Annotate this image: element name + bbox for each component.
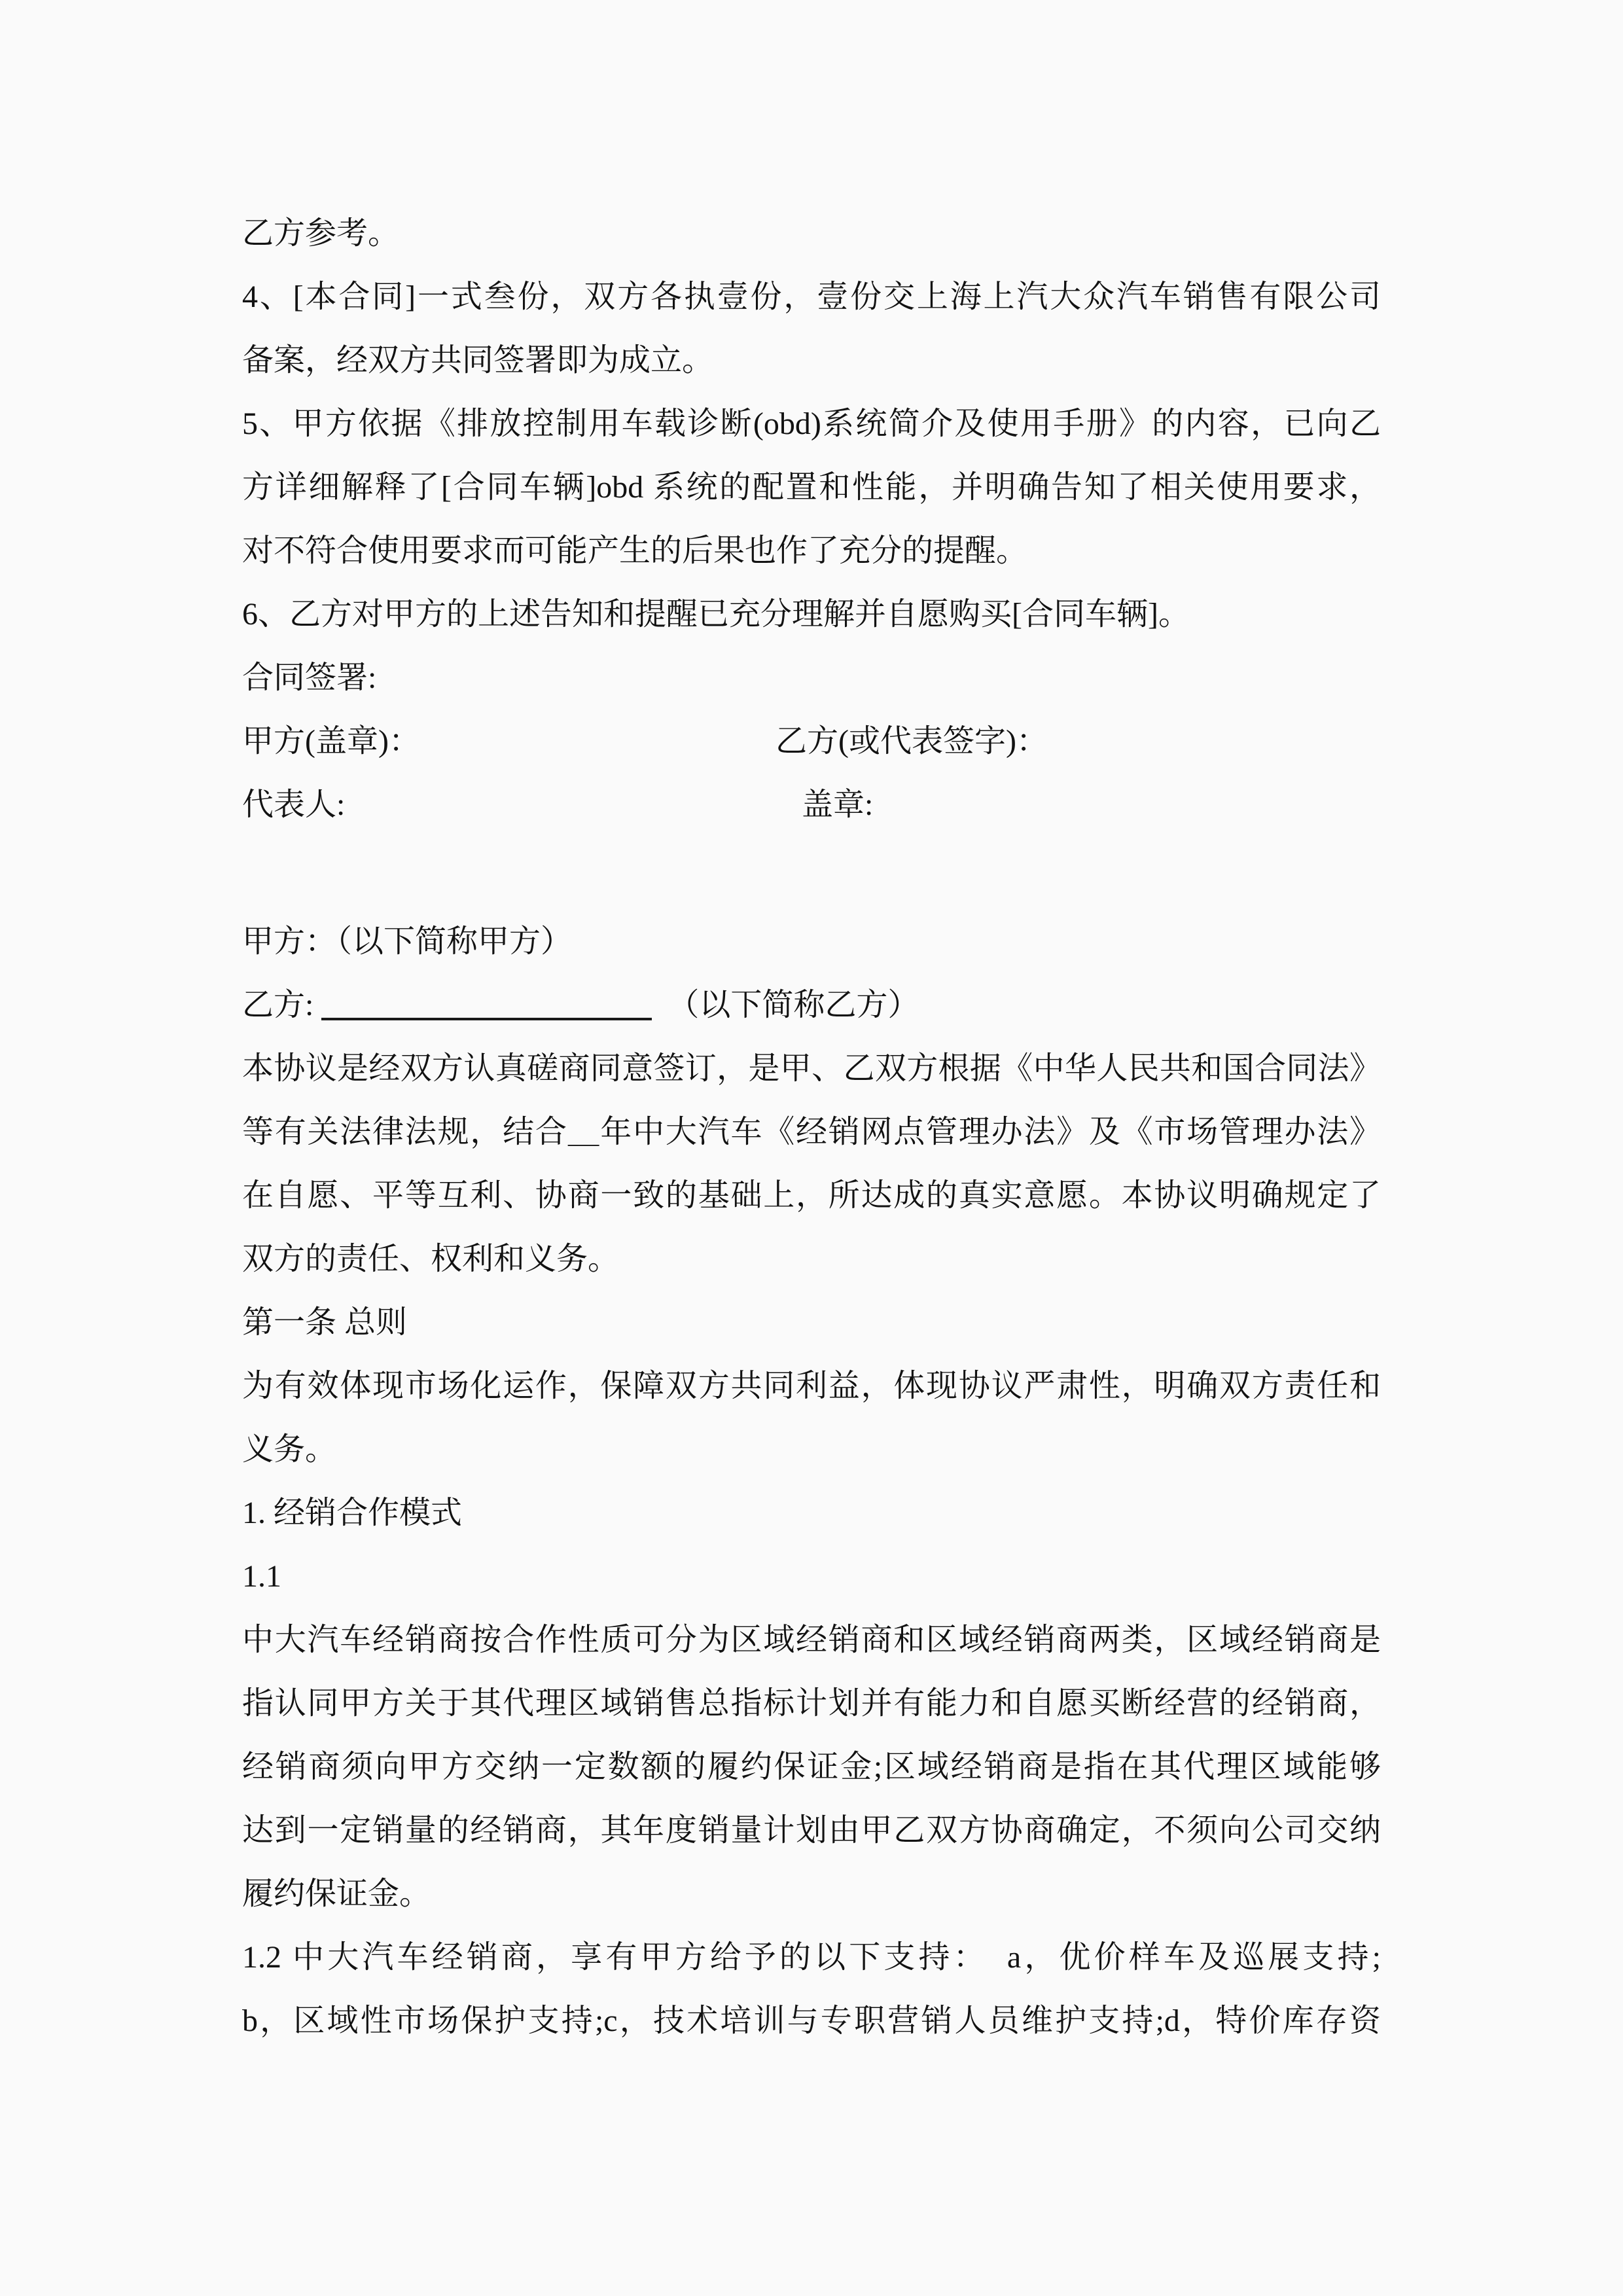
- fill-in-blank-line: [321, 1018, 652, 1020]
- text-line: 等有关法律法规，结合＿年中大汽车《经销网点管理办法》及《市场管理办法》: [242, 1115, 1381, 1149]
- text-line: 5、甲方依据《排放控制用车载诊断(obd)系统简介及使用手册》的内容，已向乙: [242, 406, 1381, 441]
- signature-label-right: 乙方(或代表签字)：: [776, 724, 1048, 759]
- text-line: 在自愿、平等互利、协商一致的基础上，所达成的真实意愿。本协议明确规定了: [242, 1178, 1381, 1213]
- text-line: 中大汽车经销商按合作性质可分为区域经销商和区域经销商两类，区域经销商是: [242, 1623, 1381, 1657]
- text-line: 1.2 中大汽车经销商，享有甲方给予的以下支持： a，优价样车及巡展支持;: [242, 1940, 1381, 1975]
- party-b-label: 乙方:: [242, 988, 314, 1022]
- signature-row: [242, 773, 1381, 836]
- text-line: 1.1: [242, 1559, 281, 1594]
- text-line: 义务。: [242, 1432, 337, 1467]
- text-line: 备案，经双方共同签署即为成立。: [242, 343, 714, 378]
- document-body: [242, 202, 1381, 2053]
- text-line: 4、[本合同]一式叁份，双方各执壹份，壹份交上海上汽大众汽车销售有限公司: [242, 279, 1381, 314]
- party-b-suffix: （以下简称乙方）: [668, 988, 919, 1022]
- text-line: 第一条 总则: [242, 1305, 408, 1340]
- text-line: 对不符合使用要求而可能产生的后果也作了充分的提醒。: [242, 533, 1028, 568]
- signature-row: [242, 709, 1381, 773]
- signature-label-left: 代表人:: [242, 787, 346, 822]
- signature-label-right: 盖章:: [802, 787, 874, 822]
- text-line: 达到一定销量的经销商，其年度销量计划由甲乙双方协商确定，不须向公司交纳: [242, 1813, 1381, 1848]
- text-line: 合同签署:: [242, 660, 377, 695]
- text-line: b，区域性市场保护支持;c，技术培训与专职营销人员维护支持;d，特价库存资: [242, 2003, 1381, 2038]
- signature-label-left: 甲方(盖章)：: [242, 724, 420, 759]
- party-b-fill-in-row: [242, 973, 1381, 1037]
- text-line: 甲方：（以下简称甲方）: [242, 924, 573, 959]
- text-line: 双方的责任、权利和义务。: [242, 1242, 620, 1276]
- text-line: 履约保证金。: [242, 1876, 431, 1911]
- blank-line: [242, 836, 1381, 910]
- text-line: 指认同甲方关于其代理区域销售总指标计划并有能力和自愿买断经营的经销商，: [242, 1686, 1381, 1721]
- text-line: 方详细解释了[合同车辆]obd 系统的配置和性能，并明确告知了相关使用要求，: [242, 470, 1381, 505]
- text-line: 为有效体现市场化运作，保障双方共同利益，体现协议严肃性，明确双方责任和: [242, 1369, 1381, 1403]
- text-line: 本协议是经双方认真磋商同意签订，是甲、乙双方根据《中华人民共和国合同法》: [242, 1051, 1381, 1086]
- text-line: 乙方参考。: [242, 216, 400, 251]
- text-line: 1. 经销合作模式: [242, 1496, 463, 1530]
- text-line: 6、乙方对甲方的上述告知和提醒已充分理解并自愿购买[合同车辆]。: [242, 597, 1190, 632]
- text-line: 经销商须向甲方交纳一定数额的履约保证金;区域经销商是指在其代理区域能够: [242, 1749, 1381, 1784]
